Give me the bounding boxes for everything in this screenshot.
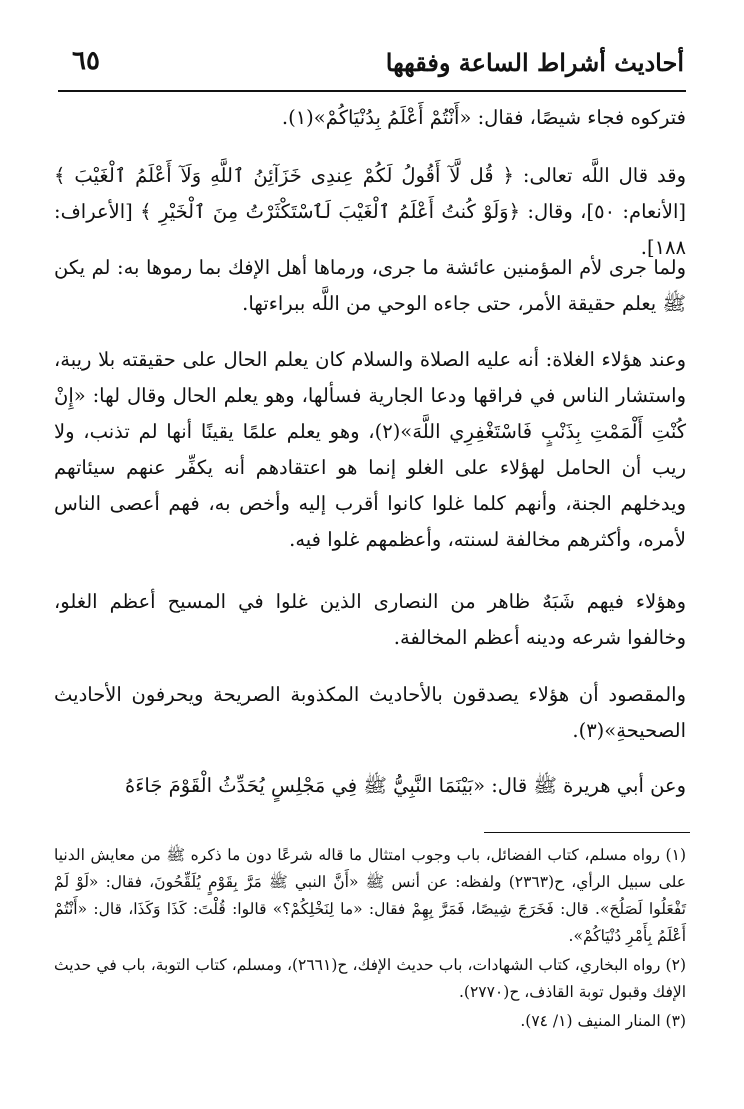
paragraph-text: وقد قال اللَّه تعالى: ﴿ قُل لَّآ أَقُولُ لَكُمْ عِندِى خَزَآئِنُ ٱللَّهِ وَلَآ أَعْلَمُ ٱلْغَيْبَ ﴾ [الأنعام: ٥٠]، وقال: ﴿وَلَوْ كُنتُ أَعْلَمُ ٱلْغَيْبَ لَٱسْتَكْثَرْتُ مِنَ ٱلْخَيْرِ ﴾ [الأعراف: ١٨٨]. [54, 164, 687, 259]
paragraph-6 [54, 677, 686, 749]
paragraph-1 [54, 100, 686, 136]
paragraph-text: وهؤلاء فيهم شَبَهٌ ظاهر من النصارى الذين غلوا في المسيح أعظم الغلو، وخالفوا شرعه ودينه أعظم المخالفة. [54, 590, 686, 649]
paragraph-text: ولما جرى لأم المؤمنين عائشة ما جرى، ورماها أهل الإفك بما رموها به: لم يكن ﷺ يعلم حقيقة الأمر، حتى جاءه الوحي من اللَّه ببراءتها. [54, 256, 686, 315]
paragraph-4 [54, 342, 686, 558]
paragraph-7 [54, 768, 686, 804]
footnote-3: (٣) المنار المنيف (١/ ٧٤). [520, 1012, 686, 1030]
paragraph-text: والمقصود أن هؤلاء يصدقون بالأحاديث المكذوبة الصريحة ويحرفون الأحاديث الصحيحةِ»(٣). [54, 683, 686, 742]
paragraph-5 [54, 584, 686, 656]
footnote-1: (١) رواه مسلم، كتاب الفضائل، باب وجوب امتثال ما قاله شرعًا دون ما ذكره ﷺ من معايش الدنيا على سبيل الرأي، ح(٢٣٦٣) ولفظه: عن أنس ﷺ «أَنَّ النبي ﷺ مَرَّ بِقَوْمٍ يُلَقِّحُونَ، فقال: «لَوْ لَمْ تَفْعَلُوا لَصَلُحَ». قال: فَخَرَجَ شِيصًا، فَمَرَّ بِهِمْ فقال: «ما لِنَخْلِكُمْ؟» قالوا: قُلْتَ: كَذَا وَكَذَا، قال: «أَنْتُمْ أَعْلَمُ بِأَمْرِ دُنْيَاكُمْ». [54, 846, 686, 945]
paragraph-text: وعند هؤلاء الغلاة: أنه عليه الصلاة والسلام كان يعلم الحال على حقيقته بلا ريبة، واستشار الناس في فراقها ودعا الجارية فسألها، وهو يعلم الحال وقال لها: «إِنْ كُنْتِ أَلْمَمْتِ بِذَنْبٍ فَاسْتَغْفِرِي اللَّهَ»(٢)، وهو يعلم علمًا يقينًا أنها لم تذنب، ولا ريب أن الحامل لهؤلاء على الغلو إنما هو اعتقادهم أنه يكفِّر عنهم سيئاتهم ويدخلهم الجنة، وأنهم كلما غلوا كانوا أقرب إليه وأخص به، فهم أعصى الناس لأمره، وأكثرهم مخالفة لسنته، وأعظمهم غلوا فيه. [54, 348, 686, 551]
paragraph-3 [54, 250, 686, 322]
page-number: ٦٥ [72, 46, 100, 76]
footnote-2: (٢) رواه البخاري، كتاب الشهادات، باب حديث الإفك، ح(٢٦٦١)، ومسلم، كتاب التوبة، باب في حديث الإفك وقبول توبة القاذف، ح(٢٧٧٠). [54, 956, 686, 1001]
footnotes [54, 842, 686, 1037]
paragraph-text: وعن أبي هريرة ﷺ قال: «بَيْنَمَا النَّبِيُّ ﷺ فِي مَجْلِسٍ يُحَدِّثُ الْقَوْمَ جَاءَهُ [125, 774, 686, 797]
footnote-divider [484, 832, 690, 833]
paragraph-text: فتركوه فجاء شيصًا، فقال: «أَنْتُمْ أَعْلَمُ بِدُنْيَاكُمْ»(١). [281, 106, 686, 129]
running-header-title: أحاديث أشراط الساعة وفقهها [385, 48, 684, 77]
header-divider [58, 90, 686, 92]
